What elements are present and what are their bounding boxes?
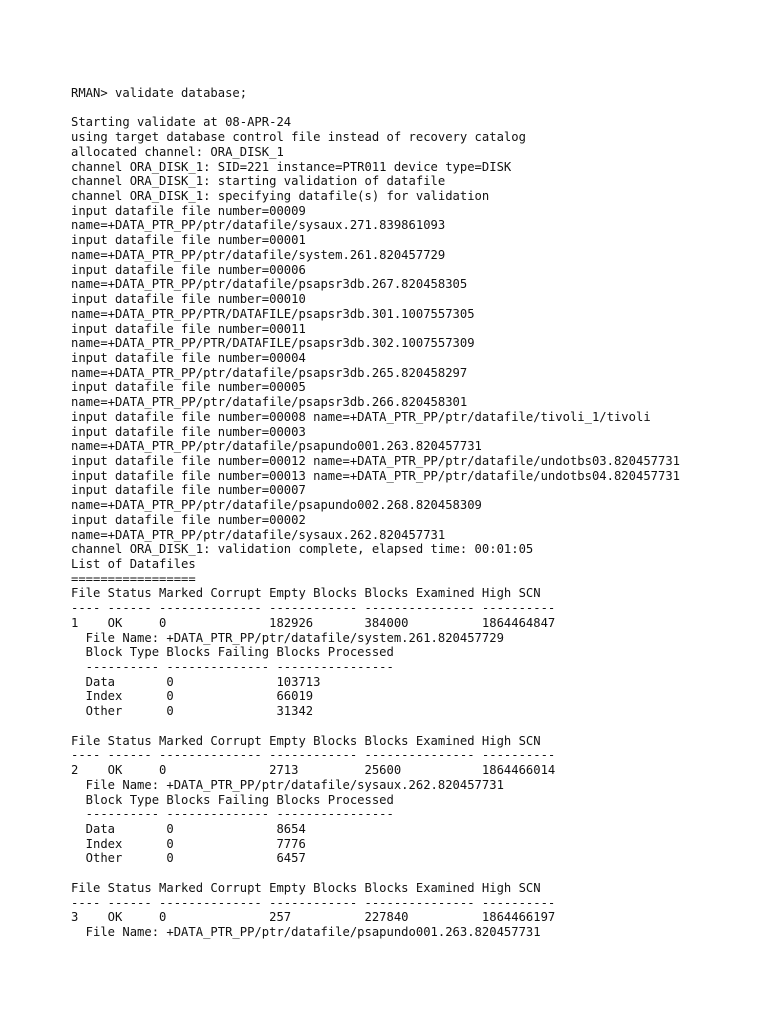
log-line: name=+DATA_PTR_PP/ptr/datafile/system.261.820457729 — [71, 247, 446, 262]
log-line: Other 0 6457 — [71, 851, 306, 866]
log-line: Data 0 8654 — [71, 821, 306, 836]
log-line: input datafile file number=00001 — [71, 233, 306, 248]
log-line: input datafile file number=00012 name=+DATA_PTR_PP/ptr/datafile/undotbs03.820457731 — [71, 453, 681, 468]
log-line: ---- ------ -------------- ------------ --------------- ---------- — [71, 601, 556, 616]
log-line: input datafile file number=00007 — [71, 483, 306, 498]
log-line: channel ORA_DISK_1: specifying datafile(s) for validation — [71, 189, 490, 204]
log-line: channel ORA_DISK_1: SID=221 instance=PTR011 device type=DISK — [71, 159, 512, 174]
log-line: input datafile file number=00004 — [71, 350, 306, 365]
rman-output-log — [71, 86, 758, 940]
log-line: name=+DATA_PTR_PP/PTR/DATAFILE/psapsr3db.301.1007557305 — [71, 306, 475, 321]
log-line: 3 OK 0 257 227840 1864466197 — [71, 910, 556, 925]
log-line: ---- ------ -------------- ------------ --------------- ---------- — [71, 748, 556, 763]
log-line: name=+DATA_PTR_PP/ptr/datafile/sysaux.271.839861093 — [71, 218, 446, 233]
log-line: File Status Marked Corrupt Empty Blocks Blocks Examined High SCN — [71, 880, 541, 895]
log-line: name=+DATA_PTR_PP/ptr/datafile/psapundo001.263.820457731 — [71, 439, 482, 454]
blank-line — [71, 719, 758, 734]
log-line: Block Type Blocks Failing Blocks Processed — [71, 792, 394, 807]
log-line: Index 0 66019 — [71, 689, 314, 704]
log-line: input datafile file number=00011 — [71, 321, 306, 336]
log-line: 2 OK 0 2713 25600 1864466014 — [71, 763, 556, 778]
log-line: input datafile file number=00013 name=+DATA_PTR_PP/ptr/datafile/undotbs04.820457731 — [71, 468, 681, 483]
log-line: input datafile file number=00002 — [71, 512, 306, 527]
log-line: input datafile file number=00008 name=+DATA_PTR_PP/ptr/datafile/tivoli_1/tivoli — [71, 409, 651, 424]
log-line: name=+DATA_PTR_PP/ptr/datafile/sysaux.262.820457731 — [71, 527, 446, 542]
log-line: name=+DATA_PTR_PP/PTR/DATAFILE/psapsr3db.302.1007557309 — [71, 336, 475, 351]
log-line: Starting validate at 08-APR-24 — [71, 115, 292, 130]
log-line: name=+DATA_PTR_PP/ptr/datafile/psapsr3db.266.820458301 — [71, 395, 468, 410]
log-line: File Name: +DATA_PTR_PP/ptr/datafile/sysaux.262.820457731 — [71, 777, 504, 792]
log-line: ---------- -------------- ---------------- — [71, 807, 394, 822]
log-line: input datafile file number=00003 — [71, 424, 306, 439]
log-line: channel ORA_DISK_1: starting validation of datafile — [71, 174, 446, 189]
log-line: name=+DATA_PTR_PP/ptr/datafile/psapsr3db.267.820458305 — [71, 277, 468, 292]
log-line: File Name: +DATA_PTR_PP/ptr/datafile/psapundo001.263.820457731 — [71, 924, 541, 939]
log-line: input datafile file number=00005 — [71, 380, 306, 395]
log-line: Block Type Blocks Failing Blocks Processed — [71, 645, 394, 660]
log-line: File Status Marked Corrupt Empty Blocks Blocks Examined High SCN — [71, 586, 541, 601]
log-line: using target database control file instead of recovery catalog — [71, 130, 526, 145]
log-line: allocated channel: ORA_DISK_1 — [71, 144, 284, 159]
log-line: 1 OK 0 182926 384000 1864464847 — [71, 615, 556, 630]
log-line: input datafile file number=00006 — [71, 262, 306, 277]
log-line: name=+DATA_PTR_PP/ptr/datafile/psapsr3db.265.820458297 — [71, 365, 468, 380]
log-line: input datafile file number=00009 — [71, 203, 306, 218]
blank-line — [71, 866, 758, 881]
log-line: ================= — [71, 571, 196, 586]
log-line: channel ORA_DISK_1: validation complete, elapsed time: 00:01:05 — [71, 542, 534, 557]
log-line: File Name: +DATA_PTR_PP/ptr/datafile/system.261.820457729 — [71, 630, 504, 645]
log-line: Data 0 103713 — [71, 674, 321, 689]
blank-line — [71, 101, 758, 116]
log-line: File Status Marked Corrupt Empty Blocks Blocks Examined High SCN — [71, 733, 541, 748]
log-line: List of Datafiles — [71, 557, 196, 571]
log-line: ---- ------ -------------- ------------ --------------- ---------- — [71, 895, 556, 910]
log-line: Other 0 31342 — [71, 704, 314, 719]
log-line: ---------- -------------- ---------------- — [71, 660, 394, 675]
log-line: Index 0 7776 — [71, 836, 306, 851]
log-line: RMAN> validate database; — [71, 86, 248, 100]
log-line: name=+DATA_PTR_PP/ptr/datafile/psapundo002.268.820458309 — [71, 498, 482, 513]
log-line: input datafile file number=00010 — [71, 292, 306, 307]
